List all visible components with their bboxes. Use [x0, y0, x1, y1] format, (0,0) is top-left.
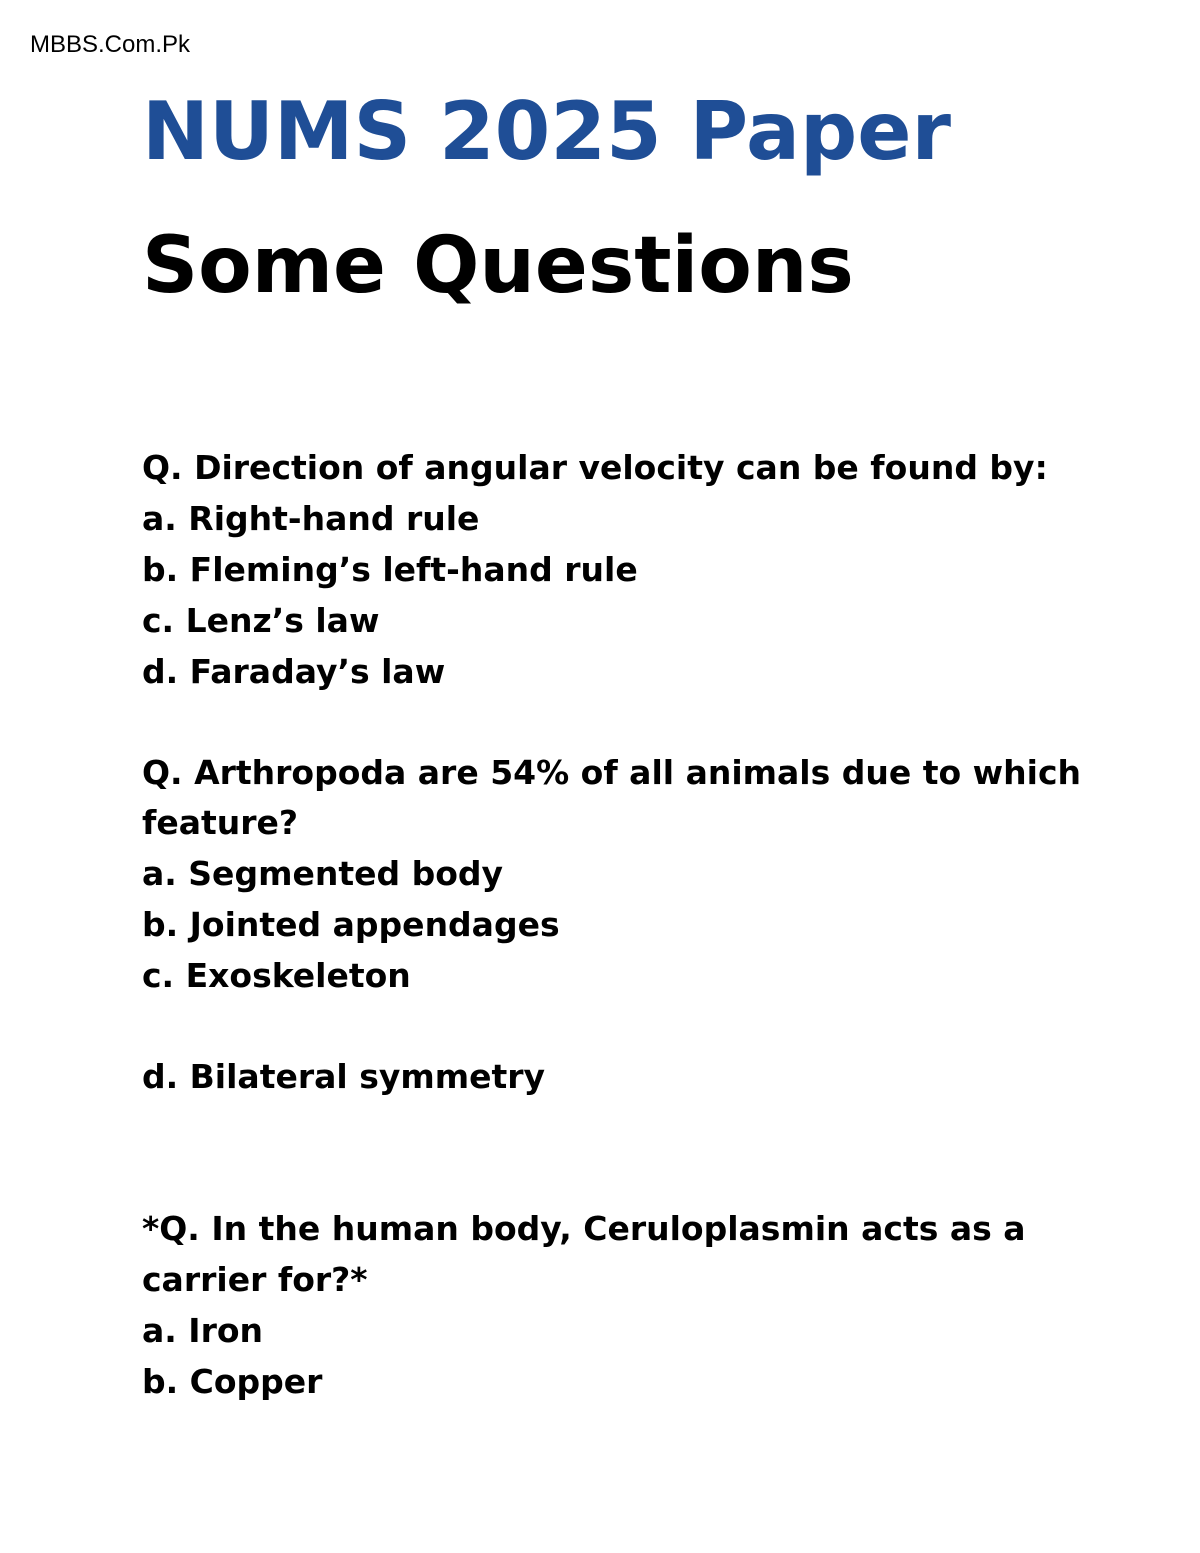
- page-subtitle: Some Questions: [142, 221, 854, 311]
- question-text: Q. Arthropoda are 54% of all animals due to which: [142, 753, 1082, 792]
- site-name: MBBS.Com.Pk: [30, 31, 191, 58]
- option: b. Fleming’s left-hand rule: [142, 550, 638, 589]
- question-text: feature?: [142, 803, 299, 842]
- option: c. Exoskeleton: [142, 956, 411, 995]
- question-text: *Q. In the human body, Ceruloplasmin acts as a: [142, 1209, 1026, 1248]
- option: a. Right-hand rule: [142, 499, 480, 538]
- option: a. Iron: [142, 1311, 264, 1350]
- question-text: Q. Direction of angular velocity can be found by:: [142, 448, 1048, 487]
- option: d. Faraday’s law: [142, 652, 446, 691]
- option: b. Jointed appendages: [142, 905, 560, 944]
- option: d. Bilateral symmetry: [142, 1057, 546, 1096]
- option: b. Copper: [142, 1362, 323, 1401]
- option: a. Segmented body: [142, 854, 504, 893]
- page-title: NUMS 2025 Paper: [142, 85, 951, 178]
- question-text: carrier for?*: [142, 1260, 368, 1299]
- option: c. Lenz’s law: [142, 601, 380, 640]
